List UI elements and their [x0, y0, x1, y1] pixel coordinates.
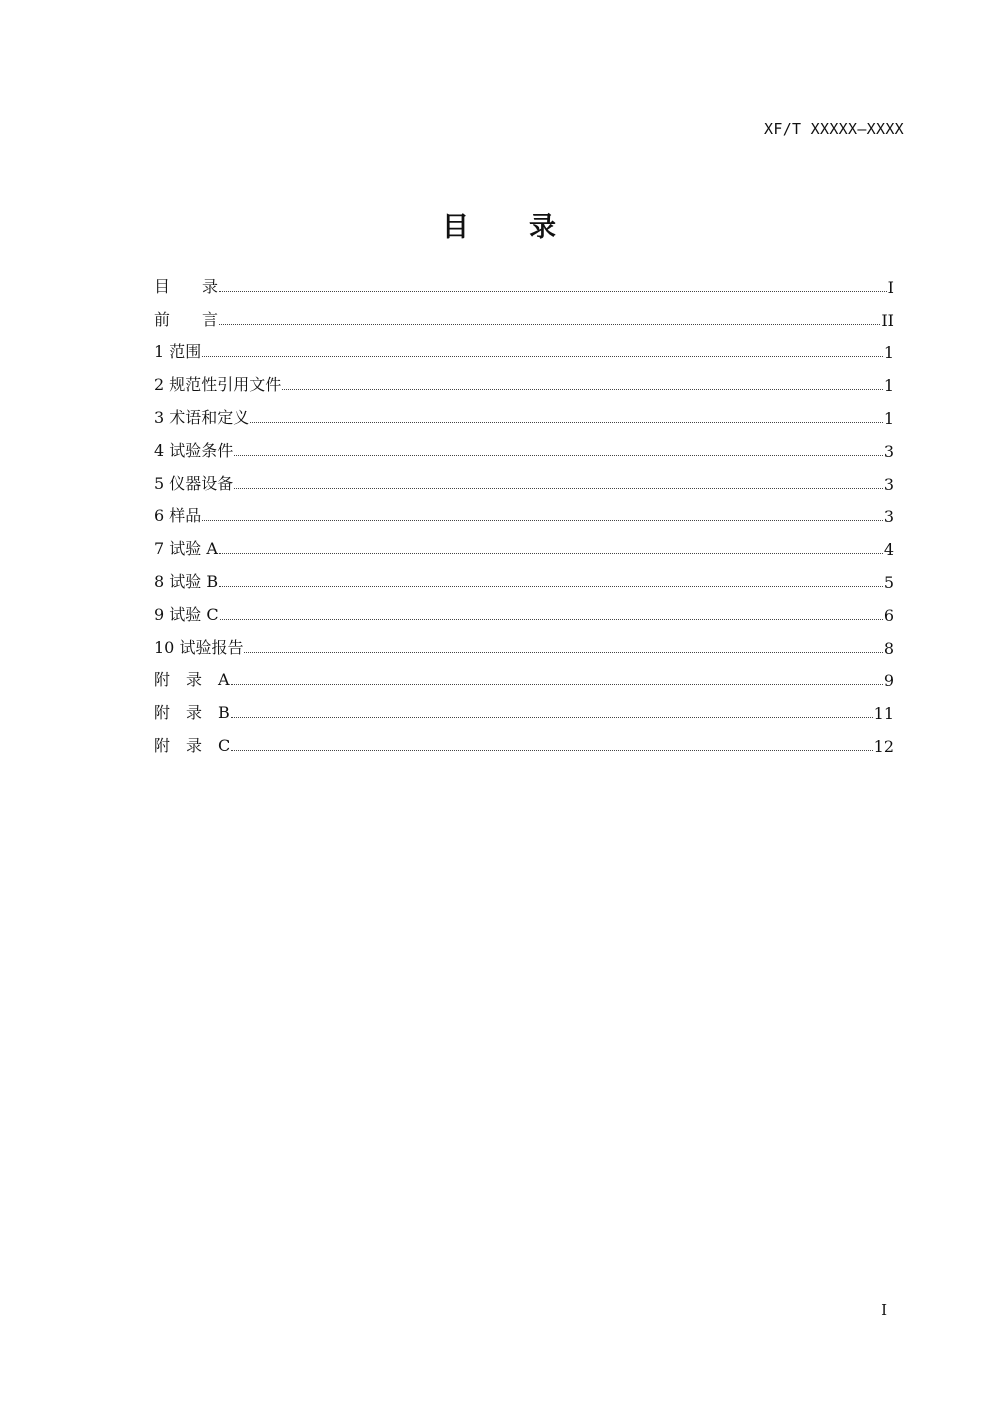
toc-entry-page: II — [881, 310, 894, 330]
toc-entry-page: 3 — [883, 441, 894, 461]
toc-entry-label: 7 试验 A — [154, 539, 218, 559]
title-char-2: 录 — [529, 212, 558, 243]
toc-entry-page: 3 — [883, 474, 894, 494]
toc-entry-annex-c[interactable] — [154, 723, 894, 756]
dot-leader — [231, 750, 872, 751]
dot-leader — [231, 717, 873, 718]
toc-entry-test-c[interactable] — [154, 592, 894, 625]
document-code: XF/T XXXXX—XXXX — [764, 120, 904, 138]
toc-entry-label: 9 试验 C — [154, 604, 219, 624]
toc-entry-label: 前 言 — [154, 309, 219, 329]
toc-entry-label: 10 试验报告 — [154, 637, 244, 657]
toc-entry-test-a[interactable] — [154, 526, 894, 559]
toc-entry-terms-definitions[interactable] — [154, 395, 894, 428]
toc-entry-foreword[interactable] — [154, 297, 894, 330]
page-title — [0, 205, 1000, 244]
dot-leader — [219, 586, 883, 587]
toc-entry-page: 1 — [883, 343, 894, 363]
toc-entry-page: 12 — [873, 736, 894, 756]
dot-leader — [234, 455, 883, 456]
dot-leader — [250, 422, 883, 423]
toc-entry-label: 2 规范性引用文件 — [154, 375, 282, 395]
toc-entry-contents[interactable] — [154, 264, 894, 297]
toc-entry-label: 附 录 A — [154, 670, 230, 690]
toc-entry-page: I — [887, 277, 894, 297]
toc-entry-test-b[interactable] — [154, 559, 894, 592]
toc-entry-page: 11 — [873, 704, 894, 724]
toc-entry-scope[interactable] — [154, 330, 894, 363]
toc-entry-label: 4 试验条件 — [154, 440, 234, 460]
dot-leader — [219, 324, 880, 325]
toc-entry-page: 4 — [883, 540, 894, 560]
dot-leader — [220, 619, 883, 620]
toc-entry-page: 5 — [883, 572, 894, 592]
dot-leader — [244, 652, 882, 653]
dot-leader — [219, 291, 887, 292]
toc-entry-label: 3 术语和定义 — [154, 407, 250, 427]
toc-entry-samples[interactable] — [154, 494, 894, 527]
toc-entry-annex-b[interactable] — [154, 690, 894, 723]
dot-leader — [231, 684, 883, 685]
toc-entry-label: 6 样品 — [154, 506, 202, 526]
toc-entry-label: 1 范围 — [154, 342, 202, 362]
toc-entry-page: 6 — [883, 605, 894, 625]
toc-entry-label: 附 录 C — [154, 735, 231, 755]
toc-entry-apparatus[interactable] — [154, 461, 894, 494]
dot-leader — [202, 520, 883, 521]
toc-entry-label: 5 仪器设备 — [154, 473, 234, 493]
toc-entry-page: 8 — [883, 638, 894, 658]
toc-entry-test-report[interactable] — [154, 625, 894, 658]
toc-entry-label: 8 试验 B — [154, 571, 219, 591]
title-char-1: 目 — [442, 212, 471, 243]
toc-entry-page: 1 — [883, 376, 894, 396]
dot-leader — [282, 389, 883, 390]
dot-leader — [202, 356, 883, 357]
toc-entry-label: 目 录 — [154, 276, 219, 296]
page-number: I — [881, 1301, 887, 1319]
toc-entry-page: 9 — [883, 671, 894, 691]
toc-entry-page: 1 — [883, 408, 894, 428]
toc-entry-annex-a[interactable] — [154, 658, 894, 691]
dot-leader — [219, 553, 883, 554]
toc-entry-label: 附 录 B — [154, 703, 230, 723]
table-of-contents — [154, 264, 894, 756]
toc-entry-test-conditions[interactable] — [154, 428, 894, 461]
toc-entry-page: 3 — [883, 507, 894, 527]
toc-entry-normative-references[interactable] — [154, 362, 894, 395]
dot-leader — [234, 488, 883, 489]
